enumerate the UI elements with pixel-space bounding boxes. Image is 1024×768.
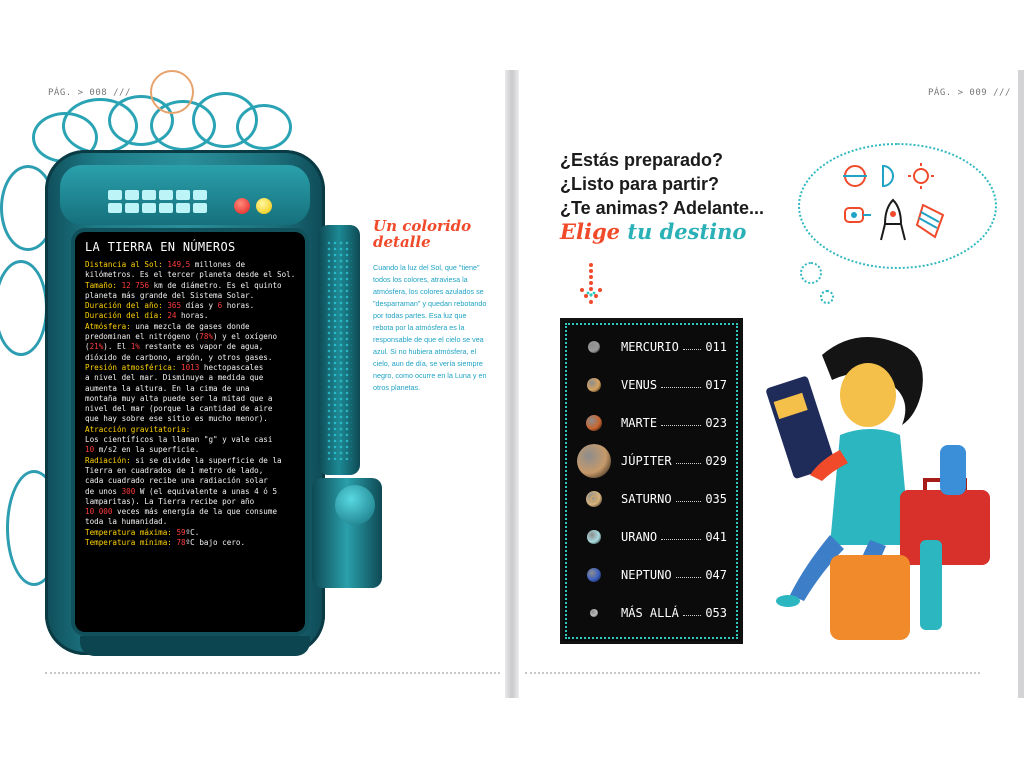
screen-line: [85, 404, 295, 414]
screen-label: Tamaño:: [85, 280, 118, 290]
planet-page-number: 023: [705, 416, 727, 430]
thought-bubble-tail: [800, 262, 822, 284]
screen-number: 365: [167, 301, 182, 311]
sidebar-title: [373, 218, 471, 250]
planet-name: JÚPITER: [621, 454, 672, 468]
coil-wire: [150, 70, 194, 114]
screen-text-span: hectopascales: [199, 362, 264, 372]
planet-image-slot: [577, 378, 611, 392]
rolled-mat-icon: [940, 445, 966, 495]
screen-text: [85, 260, 295, 548]
screen-text-span: lamparitas). La Tierra recibe por año: [85, 496, 255, 506]
screen-text-span: de unos: [85, 486, 122, 496]
satellite-icon: [845, 208, 871, 222]
screen-text-span: ). El: [103, 342, 131, 352]
screen-text-span: (: [85, 342, 90, 352]
planet-name: URANO: [621, 530, 658, 544]
planet-name: MARTE: [621, 416, 658, 430]
screen-text-span: nivel del mar (porque la cantidad de aire: [85, 404, 273, 414]
planet-icon: [843, 166, 867, 186]
page-edge: [1018, 70, 1024, 698]
screen-title: LA TIERRA EN NÚMEROS: [85, 240, 236, 254]
screen-line: [85, 466, 295, 476]
screen-label: Atracción gravitatoria:: [85, 424, 191, 434]
leader-dots: [661, 531, 701, 540]
planet-name: MÁS ALLÁ: [621, 606, 679, 620]
screen-text-span: Tierra en cuadrados de 1 metro de lado,: [85, 465, 264, 475]
planet-icon: [588, 341, 600, 353]
planet-image-slot: [577, 530, 611, 544]
screen-number: 1%: [130, 342, 140, 352]
planet-row-saturno[interactable]: [577, 484, 737, 514]
page-divider-right: [525, 672, 980, 674]
screen-line: [85, 301, 295, 311]
boy-face: [840, 363, 896, 427]
screen-text-span: millones de: [190, 260, 246, 269]
planet-name: VENUS: [621, 378, 658, 392]
thought-bubble-tail: [820, 290, 834, 304]
screen-label: Temperatura máxima:: [85, 527, 172, 537]
screen-text-span: horas.: [176, 311, 209, 321]
screen-line: [85, 260, 295, 270]
planet-page-number: 047: [705, 568, 727, 582]
screen-line: [85, 414, 295, 424]
screen-line: [85, 353, 295, 363]
thermos-icon: [920, 540, 942, 630]
intro-line: ¿Estás preparado?: [560, 150, 724, 170]
planet-row-urano[interactable]: [577, 522, 737, 552]
screen-number: 78: [176, 538, 186, 548]
planet-icon: [577, 444, 611, 478]
screen-line: [85, 528, 295, 538]
planet-name: SATURNO: [621, 492, 672, 506]
planet-icon: [587, 378, 601, 392]
leader-dots: [676, 455, 702, 464]
screen-label: Atmósfera:: [85, 321, 131, 331]
intro-line: ¿Te animas? Adelante...: [560, 198, 765, 218]
screen-line: [85, 363, 295, 373]
screen-text-span: ºC bajo cero.: [185, 538, 246, 548]
choose-destination-title: [560, 220, 764, 244]
screen-number: 149,5: [167, 260, 191, 269]
screen-number: 21%: [89, 342, 104, 352]
planet-icon: [590, 609, 598, 617]
leader-dots: [683, 341, 702, 350]
planet-image-slot: [577, 444, 611, 478]
destination-word: tu destino: [627, 219, 747, 244]
planet-image-slot: [577, 341, 611, 353]
device-foot: [80, 636, 310, 656]
screen-label: Temperatura mínima:: [85, 538, 172, 548]
screen-label: Duración del año:: [85, 301, 163, 311]
planet-row-venus[interactable]: [577, 370, 737, 400]
boy-shirt: [830, 429, 910, 545]
screen-line: [85, 435, 295, 445]
suitcase-orange: [830, 555, 910, 640]
device-knob: [335, 485, 375, 525]
planet-row-más-allá[interactable]: [577, 598, 737, 628]
screen-line: [85, 507, 295, 517]
planet-icon: [586, 491, 602, 507]
screen-text-span: km de diámetro. Es el quinto: [149, 280, 282, 290]
page-number-right: PÁG. > 009 ///: [928, 88, 1011, 98]
down-arrow-icon: [579, 262, 603, 310]
screen-text-span: planeta más grande del Sistema Solar.: [85, 290, 255, 300]
screen-number: 1013: [181, 362, 200, 372]
planet-page-number: 041: [705, 530, 727, 544]
choose-word: Elige: [560, 219, 621, 244]
planet-row-júpiter[interactable]: [577, 446, 737, 476]
leader-dots: [676, 569, 702, 578]
planet-name: NEPTUNO: [621, 568, 672, 582]
planet-row-neptuno[interactable]: [577, 560, 737, 590]
screen-line: [85, 394, 295, 404]
screen-text-span: ) y el oxígeno: [213, 332, 278, 342]
coil-wire: [236, 104, 292, 150]
device-side-lights: [326, 240, 352, 460]
screen-text-span: kilómetros. Es el tercer planeta desde el Sol.: [85, 270, 296, 280]
screen-line: [85, 517, 295, 527]
moon-icon: [883, 166, 893, 186]
planet-page-number: 011: [705, 340, 727, 354]
planet-icon: [587, 530, 601, 544]
planet-image-slot: [577, 491, 611, 507]
screen-text-span: dióxido de carbono, argón, y otros gases.: [85, 352, 273, 362]
screen-text-span: cada cuadrado recibe una radiación solar: [85, 476, 268, 486]
screen-line: [85, 384, 295, 394]
screen-line: [85, 281, 295, 291]
device-keypad: [108, 190, 207, 213]
screen-label: Presión atmosférica:: [85, 362, 177, 372]
screen-text-span: aumenta la altura. En la cima de una: [85, 383, 250, 393]
screen-label: Duración del día:: [85, 311, 163, 321]
planet-page-number: 029: [705, 454, 727, 468]
leader-dots: [683, 607, 702, 616]
screen-text-span: restante es vapor de agua,: [139, 342, 264, 352]
yellow-led-icon: [256, 198, 272, 214]
screen-text-span: que hay sobre ese sitio es mucho menor).: [85, 414, 268, 424]
screen-number: 12 756: [121, 280, 150, 290]
intro-line: ¿Listo para partir?: [560, 174, 720, 194]
screen-text-span: a nivel del mar. Disminuye a medida que: [85, 373, 264, 383]
screen-line: [85, 311, 295, 321]
screen-line: [85, 476, 295, 486]
screen-line: [85, 342, 295, 352]
sun-icon: [908, 163, 934, 189]
screen-line: [85, 373, 295, 383]
screen-text-span: predominan el nitrógeno (: [85, 332, 200, 342]
screen-label: Distancia al Sol:: [85, 260, 163, 269]
screen-line: [85, 270, 295, 280]
planet-image-slot: [577, 415, 611, 431]
planet-name: MERCURIO: [621, 340, 679, 354]
planet-image-slot: [577, 609, 611, 617]
screen-number: 10 000: [85, 507, 113, 517]
screen-line: [85, 487, 295, 497]
screen-text-span: si se divide la superficie de la: [130, 455, 282, 465]
screen-text-span: horas.: [222, 301, 255, 311]
screen-number: 10: [85, 445, 95, 455]
screen-label: Radiación:: [85, 455, 131, 465]
screen-number: 6: [217, 301, 223, 311]
screen-line: [85, 445, 295, 455]
page-divider-left: [45, 672, 500, 674]
intro-heading: [560, 148, 764, 244]
screen-line: [85, 425, 295, 435]
screen-number: 300: [121, 486, 136, 496]
planet-icon: [587, 568, 601, 582]
screen-number: 78%: [199, 332, 214, 342]
screen-text-span: ºC.: [185, 527, 200, 537]
screen-line: [85, 538, 295, 548]
screen-line: [85, 456, 295, 466]
planet-image-slot: [577, 568, 611, 582]
sidebar-title-line: detalle: [373, 233, 431, 251]
screen-text-span: toda la humanidad.: [85, 517, 168, 527]
book-fold: [505, 70, 519, 698]
planet-icon: [586, 415, 602, 431]
planet-page-number: 035: [705, 492, 727, 506]
page-number-left: PÁG. > 008 ///: [48, 88, 131, 98]
sidebar-title-line: Un colorido: [373, 217, 472, 235]
screen-text-span: m/s2 en la superficie.: [94, 445, 200, 455]
screen-line: [85, 497, 295, 507]
boy-reading-illustration: [760, 325, 1000, 655]
sidebar-text: Cuando la luz del Sol, que "tiene" todos los colores, atraviesa la atmósfera, los colores azulados se "desparraman" y quedan rebotando por todas partes. Esa luz que rebota por la atmósfera es la responsable de que el cielo se vea azul. Si no hubiera atmósfera, el cielo, aun de día, se vería siempre negro, como ocurre en la Luna y en otros planetas.: [373, 263, 487, 392]
screen-text-span: Los científicos la llaman "g" y vale casi: [85, 435, 273, 445]
screen-line: [85, 291, 295, 301]
device-screen: [75, 232, 305, 632]
planet-row-mercurio[interactable]: [577, 332, 737, 362]
screen-text-span: días y: [181, 301, 218, 311]
screen-text-span: una mezcla de gases donde: [130, 321, 250, 331]
planet-page-number: 053: [705, 606, 727, 620]
screen-text-span: montaña muy alta puede ser la mitad que a: [85, 393, 273, 403]
space-icons: [843, 160, 953, 250]
screen-line: [85, 332, 295, 342]
screen-line: [85, 322, 295, 332]
planet-row-marte[interactable]: [577, 408, 737, 438]
screen-text-span: veces más energía de la que consume: [112, 507, 278, 517]
leader-dots: [676, 493, 702, 502]
leader-dots: [661, 379, 701, 388]
leader-dots: [661, 417, 701, 426]
screen-number: 59: [176, 527, 186, 537]
rocket-icon: [881, 200, 905, 240]
screen-number: 24: [167, 311, 177, 321]
planet-page-number: 017: [705, 378, 727, 392]
comet-icon: [917, 205, 943, 237]
screen-text-span: W (el equivalente a unas 4 ó 5: [135, 486, 278, 496]
red-led-icon: [234, 198, 250, 214]
